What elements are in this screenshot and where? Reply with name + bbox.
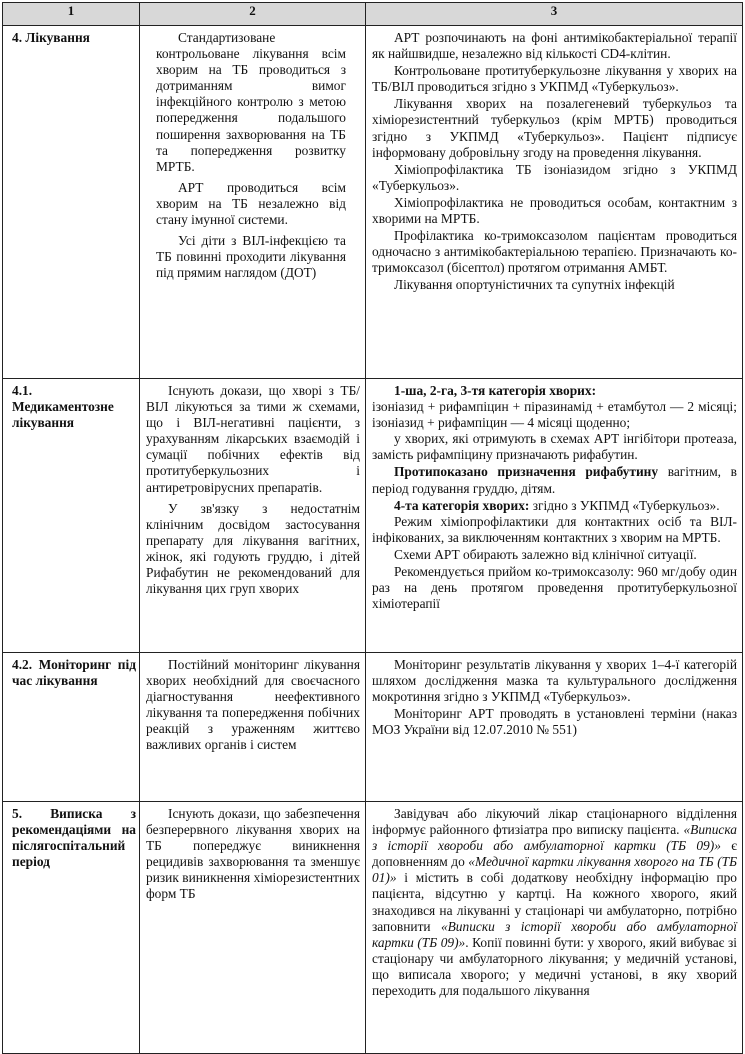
section-title: 4. Лікування bbox=[12, 30, 90, 45]
form-title-italic: «Медичної картки лікування хворого на ТБ (ТБ 01)» bbox=[372, 854, 737, 886]
text-run: є доповненням до bbox=[372, 838, 737, 870]
category-text: згідно з УКПМД «Туберкульоз». bbox=[529, 497, 720, 513]
header-row bbox=[3, 3, 743, 26]
section-title: 5. Виписка з рекомендаціями на післягоспітальний період bbox=[12, 806, 136, 870]
text-run: . Копії повинні бути: у хворого, який вибуває зі стаціонару чи амбулаторного лікування; у медичній установі, що виписала хворого; у медичні установі, в яку хворий переходить для подальшого лікування bbox=[372, 934, 737, 999]
recommendation-cell bbox=[366, 379, 743, 653]
section-title-cell bbox=[3, 653, 140, 802]
paragraph: у хворих, які отримують в схемах АРТ інгібітори протеаза, замість рифампіцину призначають рифабутин. bbox=[372, 431, 737, 463]
paragraph: Лікування хворих на позалегеневий туберкульоз та хіміорезистентний туберкульоз (крім МРТБ) проводиться згідно з УКПМД «Туберкульоз». Пацієнт підписує інформовану добровільну згоду на проведення лікування. bbox=[372, 96, 737, 160]
paragraph: АРТ проводиться всім хворим на ТБ незалежно від стану імунної системи. bbox=[156, 179, 346, 228]
paragraph: АРТ розпочинають на фоні антимікобактеріальної терапії як найшвидше, незалежно від кількості CD4-клітин. bbox=[372, 30, 737, 62]
table-row bbox=[3, 26, 743, 379]
text-run: Завідувач або лікуючий лікар стаціонарного відділення інформує районного фтизіатра про виписку пацієнта. bbox=[372, 806, 737, 838]
recommendation-cell bbox=[366, 653, 743, 802]
evidence-cell bbox=[140, 802, 366, 1054]
paragraph bbox=[372, 498, 737, 514]
text-run: і містить в собі додаткову необхідну інформацію про пацієнта, відсутню у картці. На кожного хворого, який знаходився на лікуванні у стаціонарі чи амбулаторно, потрібно заповнити bbox=[372, 870, 737, 934]
form-title-italic: «Виписка з історії хвороби або амбулаторної картки (ТБ 09)» bbox=[372, 822, 737, 854]
table-row bbox=[3, 802, 743, 1054]
paragraph: Постійний моніторинг лікування хворих необхідний для своєчасного діагностування неефективного лікування та попередження побічних реакцій з ураженням життєво важливих органів і систем bbox=[146, 657, 360, 753]
column-header-3: 3 bbox=[366, 3, 743, 26]
section-title-cell bbox=[3, 802, 140, 1054]
paragraph: ізоніазид + рифампіцин + піразинамід + етамбутол — 2 місяці; ізоніазид + рифампіцин — 4 місяці щоденно; bbox=[372, 399, 737, 431]
paragraph: Профілактика ко-тримоксазолом пацієнтам проводиться одночасно з антимікобактеріальною терапією. Призначають ко-тримоксазол (бісептол) протягом отримання АМБТ. bbox=[372, 228, 737, 276]
recommendation-cell bbox=[366, 802, 743, 1054]
section-title-cell bbox=[3, 379, 140, 653]
contraindication-text: вагітним, в період годування груддю, дітям. bbox=[372, 464, 737, 496]
paragraph: Моніторинг результатів лікування у хворих 1–4-ї категорій шляхом дослідження мазка та культурального дослідження мокротиння згідно з УКПМД «Туберкульоз». bbox=[372, 657, 737, 705]
category-heading: 4-та категорія хворих: bbox=[394, 497, 530, 513]
paragraph: Існують докази, що хворі з ТБ/ВІЛ лікуються за тими ж схемами, що і ВІЛ-негативні пацієнти, з урахуванням лікарських взаємодій і сумації побічних ефектів від протитуберкульозних і антиретровірусних препаратів. bbox=[146, 383, 360, 495]
paragraph: Хіміопрофілактика ТБ ізоніазидом згідно з УКПМД «Туберкульоз». bbox=[372, 161, 737, 193]
contraindication-bold: Протипоказано призначення рифабутину bbox=[394, 464, 659, 480]
paragraph: Режим хіміопрофілактики для контактних осіб та ВІЛ-інфікованих, за виключенням контактних з хворим на МРТБ. bbox=[372, 513, 737, 545]
evidence-cell bbox=[140, 379, 366, 653]
paragraph: Хіміопрофілактика не проводиться особам, контактним з хворими на МРТБ. bbox=[372, 194, 737, 227]
table-row bbox=[3, 379, 743, 653]
paragraph: Схеми АРТ обирають залежно від клінічної ситуації. bbox=[394, 546, 697, 562]
section-title: 4.1. Медикаментозне лікування bbox=[12, 383, 114, 431]
recommendation-cell bbox=[366, 26, 743, 379]
paragraph: Існують докази, що забезпечення безперервного лікування хворих на ТБ попереджує виникнення рецидивів захворювання та зменшує ризик виникнення хіміорезистентних форм ТБ bbox=[146, 806, 360, 902]
form-title-italic: «Виписки з історії хвороби або амбулаторної картки (ТБ 09)» bbox=[372, 918, 737, 950]
paragraph: Контрольоване протитуберкульозне лікування у хворих на ТБ/ВІЛ проводиться згідно з УКПМД «Туберкульоз». bbox=[372, 63, 737, 95]
paragraph bbox=[372, 464, 737, 496]
category-heading: 1-ша, 2-га, 3-тя категорія хворих: bbox=[394, 383, 597, 398]
document-table bbox=[2, 2, 743, 1054]
evidence-cell bbox=[140, 26, 366, 379]
paragraph: Усі діти з ВІЛ-інфекцією та ТБ повинні проходити лікування під прямим наглядом (ДОТ) bbox=[156, 233, 346, 281]
table-row bbox=[3, 653, 743, 802]
paragraph: Рекомендується прийом ко-тримоксазолу: 960 мг/добу один раз на день протягом проведення протитуберкульозної хіміотерапії bbox=[372, 564, 737, 612]
paragraph: Лікування опортуністичних та супутніх інфекцій bbox=[394, 277, 675, 293]
column-header-2: 2 bbox=[140, 3, 366, 26]
section-title: 4.2. Моніторинг під час лікування bbox=[12, 657, 136, 689]
paragraph bbox=[372, 383, 737, 399]
column-header-1: 1 bbox=[3, 3, 140, 26]
section-title-cell bbox=[3, 26, 140, 379]
paragraph bbox=[372, 806, 737, 999]
paragraph: У зв'язку з недостатнім клінічним досвідом застосування препарату для лікування вагітних, жінок, які годують груддю, і дітей Рифабутин не рекомендований для лікування цих груп хворих bbox=[146, 500, 360, 597]
paragraph: Стандартизоване контрольоване лікування всім хворим на ТБ проводиться з дотриманням вимог інфекційного контролю з метою попередження подальшого поширення захворювання на ТБ та попередження розвитку МРТБ. bbox=[156, 30, 346, 174]
paragraph: Моніторинг АРТ проводять в установлені терміни (наказ МОЗ України від 12.07.2010 № 551) bbox=[372, 706, 737, 738]
evidence-cell bbox=[140, 653, 366, 802]
